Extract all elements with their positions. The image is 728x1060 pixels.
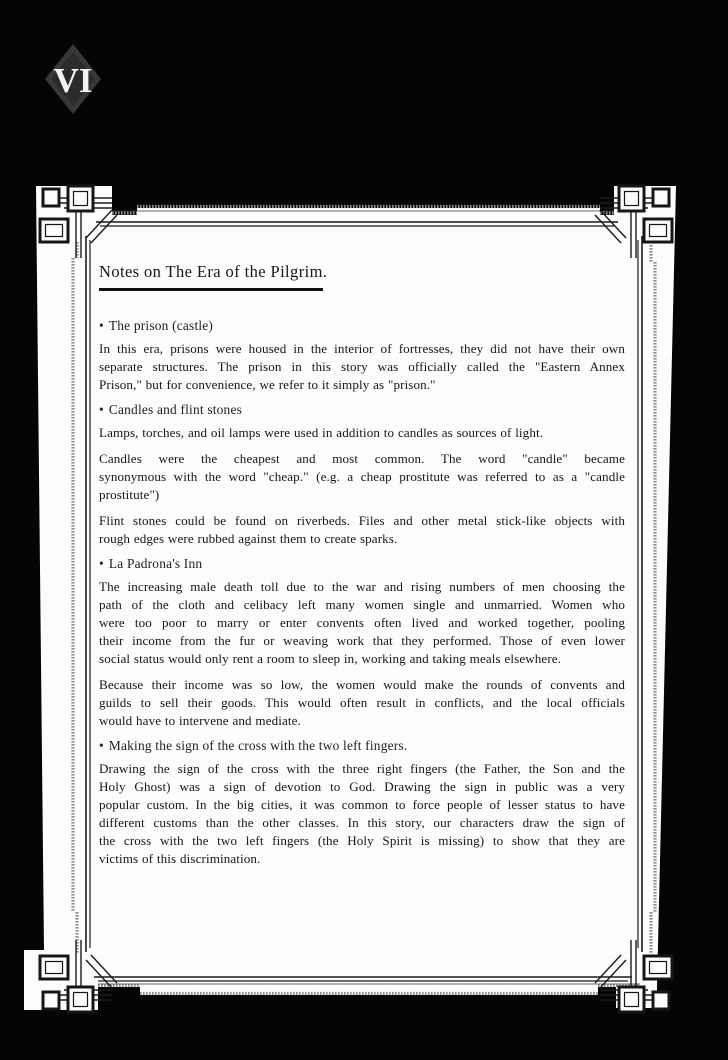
paragraph-line: synonymous with the word "cheap." (e.g. a cheap prostitute was referred to as a "candle (99, 468, 625, 484)
note-paragraph (99, 424, 625, 442)
paragraph-line: victims of this discrimination. (99, 850, 261, 866)
bullet-dot-icon: • (99, 401, 104, 417)
notes-content (99, 262, 625, 876)
notes-sections (99, 318, 625, 868)
note-paragraph (99, 578, 625, 668)
section-bullet (99, 738, 625, 754)
paragraph-line: were too poor to marry or enter convents often lived and worked together, pooling (99, 614, 625, 630)
paragraph-line: different customs than the other classes. In this story, our characters draw the sign of (99, 814, 625, 830)
paragraph-line: The increasing male death toll due to the war and rising numbers of men choosing the (99, 578, 625, 594)
title-underline (99, 288, 323, 291)
paragraph-line: would have to intervene and mediate. (99, 712, 301, 728)
section-bullet-label: Candles and flint stones (108, 401, 243, 417)
paragraph-line: Candles were the cheapest and most common. The word "candle" became (99, 450, 625, 466)
roman-numeral-folio: VI (53, 61, 93, 100)
bullet-dot-icon: • (99, 737, 104, 753)
section-bullet-label: La Padrona's Inn (108, 555, 203, 571)
note-paragraph (99, 450, 625, 504)
paragraph-line: Drawing the sign of the cross with the three right fingers (the Father, the Son and the (99, 760, 625, 776)
section-bullet-label: Making the sign of the cross with the two left fingers. (108, 737, 408, 753)
note-paragraph (99, 676, 625, 730)
paragraph-line: popular custom. In the big cities, it was common to force people of lesser status to have (99, 796, 625, 812)
paragraph-line: Holy Ghost) was a sign of devotion to God. Drawing the sign in public was a very (99, 778, 625, 794)
paragraph-line: the cross with the two left fingers (the Holy Spirit is missing) to show that they are (99, 832, 625, 848)
section-bullet (99, 402, 625, 418)
section-bullet (99, 318, 625, 334)
paragraph-line: In this era, prisons were housed in the interior of fortresses, they did not have their own (99, 340, 625, 356)
section-bullet (99, 556, 625, 572)
note-paragraph (99, 760, 625, 868)
section-bullet-label: The prison (castle) (108, 317, 214, 333)
bullet-dot-icon: • (99, 317, 104, 333)
paragraph-line: their income from the fur or weaving work that they performed. Those of even lower (99, 632, 625, 648)
paragraph-line: Flint stones could be found on riverbeds. Files and other metal stick-like objects with (99, 512, 625, 528)
paragraph-line: social status would only rent a room to sleep in, working and taking meals elsewhere. (99, 650, 562, 666)
paragraph-line: guilds to sell their goods. This would often result in conflicts, and the local officials (99, 694, 625, 710)
paragraph-line: prostitute") (99, 486, 160, 502)
paragraph-line: path of the cloth and celibacy left many women single and unmarried. Women who (99, 596, 625, 612)
bullet-dot-icon: • (99, 555, 104, 571)
paragraph-line: Lamps, torches, and oil lamps were used in addition to candles as sources of light. (99, 424, 544, 440)
note-paragraph (99, 512, 625, 548)
note-paragraph (99, 340, 625, 394)
paragraph-line: separate structures. The prison in this story was officially called the "Eastern Annex (99, 358, 625, 374)
paragraph-line: Because their income was so low, the women would make the rounds of convents and (99, 676, 625, 692)
chapter-emblem (45, 44, 101, 114)
paragraph-line: Prison," but for convenience, we refer to it simply as "prison." (99, 376, 436, 392)
page-title: Notes on The Era of the Pilgrim. (99, 262, 328, 281)
paragraph-line: rough edges were rubbed against them to create sparks. (99, 530, 398, 546)
